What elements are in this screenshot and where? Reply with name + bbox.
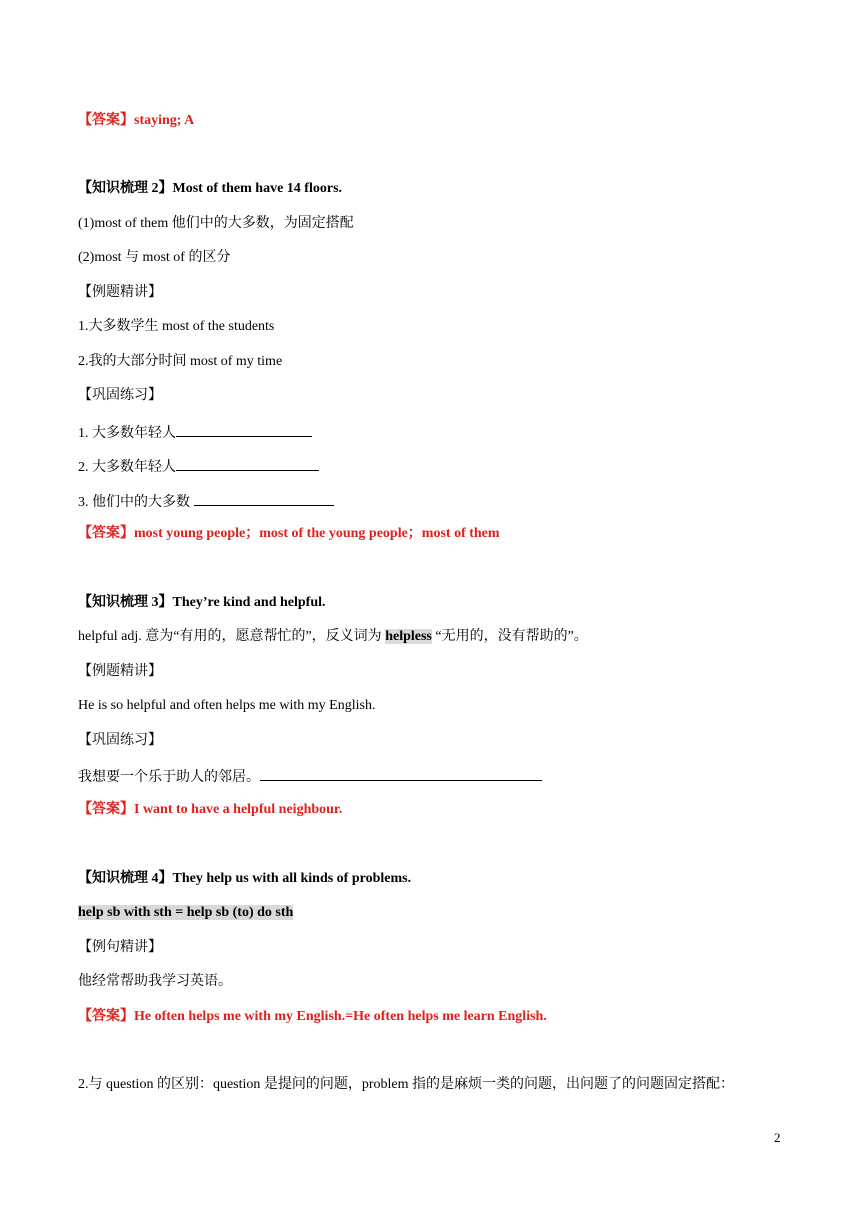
answer-blank[interactable] — [176, 456, 319, 471]
section-title-4 — [78, 870, 411, 888]
example-header: 【例句精讲】 — [78, 940, 162, 955]
practice-header: 【巩固练习】 — [78, 388, 162, 403]
note-2: (2)most 与 most of 的区分 — [78, 250, 231, 265]
question-text: 3. 他们中的大多数 — [78, 495, 194, 510]
practice-q1 — [78, 422, 312, 443]
answer-tag: 【答案】 — [78, 1009, 134, 1024]
answer-line-3 — [78, 801, 342, 819]
example-header: 【例题精讲】 — [78, 664, 162, 679]
section-title-text: Most of them have 14 floors. — [172, 181, 343, 196]
answer-tag: 【答案】 — [78, 526, 134, 541]
answer-text: most young people；most of the young people；most of them — [134, 526, 500, 541]
example-sentence: 他经常帮助我学习英语。 — [78, 974, 232, 989]
section-title-text: They help us with all kinds of problems. — [172, 871, 412, 886]
practice-header: 【巩固练习】 — [78, 733, 162, 748]
answer-blank[interactable] — [194, 491, 334, 506]
section-title-3 — [78, 594, 326, 612]
definition-text: “无用的，没有帮助的”。 — [431, 629, 588, 644]
answer-text: He often helps me with my English.=He often helps me learn English. — [134, 1009, 547, 1024]
section-title-2 — [78, 180, 342, 198]
question-text: 2. 大多数年轻人 — [78, 460, 176, 475]
answer-text: staying; A — [134, 113, 195, 128]
answer-text: I want to have a helpful neighbour. — [134, 802, 343, 817]
example-sentence: He is so helpful and often helps me with my English. — [78, 698, 376, 713]
formula-highlight: help sb with sth = help sb (to) do sth — [78, 905, 294, 920]
practice-q3 — [78, 491, 334, 512]
section-tag: 【知识梳理 4】 — [78, 871, 173, 886]
highlight-word: helpless — [385, 629, 432, 644]
answer-tag: 【答案】 — [78, 802, 134, 817]
answer-blank[interactable] — [260, 766, 542, 781]
section-tag: 【知识梳理 3】 — [78, 595, 173, 610]
practice-item — [78, 766, 542, 787]
question-text: 我想要一个乐于助人的邻居。 — [78, 770, 260, 785]
answer-line-2 — [78, 525, 500, 543]
answer-tag: 【答案】 — [78, 113, 134, 128]
definition — [78, 628, 588, 646]
page-number: 2 — [774, 1130, 781, 1145]
answer-line-4 — [78, 1008, 547, 1026]
example-header: 【例题精讲】 — [78, 285, 162, 300]
answer-line-1 — [78, 112, 194, 130]
formula-line — [78, 904, 293, 922]
example-1: 1.大多数学生 most of the students — [78, 319, 275, 334]
section-tag: 【知识梳理 2】 — [78, 181, 173, 196]
definition-text: helpful adj. 意为“有用的，愿意帮忙的”，反义词为 — [78, 629, 386, 644]
section-title-text: They’re kind and helpful. — [172, 595, 326, 610]
question-text: 1. 大多数年轻人 — [78, 426, 176, 441]
example-2: 2.我的大部分时间 most of my time — [78, 354, 283, 369]
practice-q2 — [78, 456, 319, 477]
note-1: (1)most of them 他们中的大多数，为固定搭配 — [78, 216, 354, 231]
answer-blank[interactable] — [176, 422, 312, 437]
question-vs-problem-note: 2.与 question 的区别：question 是提问的问题，problem 指的是麻烦一类的问题，出问题了的问题固定搭配： — [78, 1077, 735, 1092]
